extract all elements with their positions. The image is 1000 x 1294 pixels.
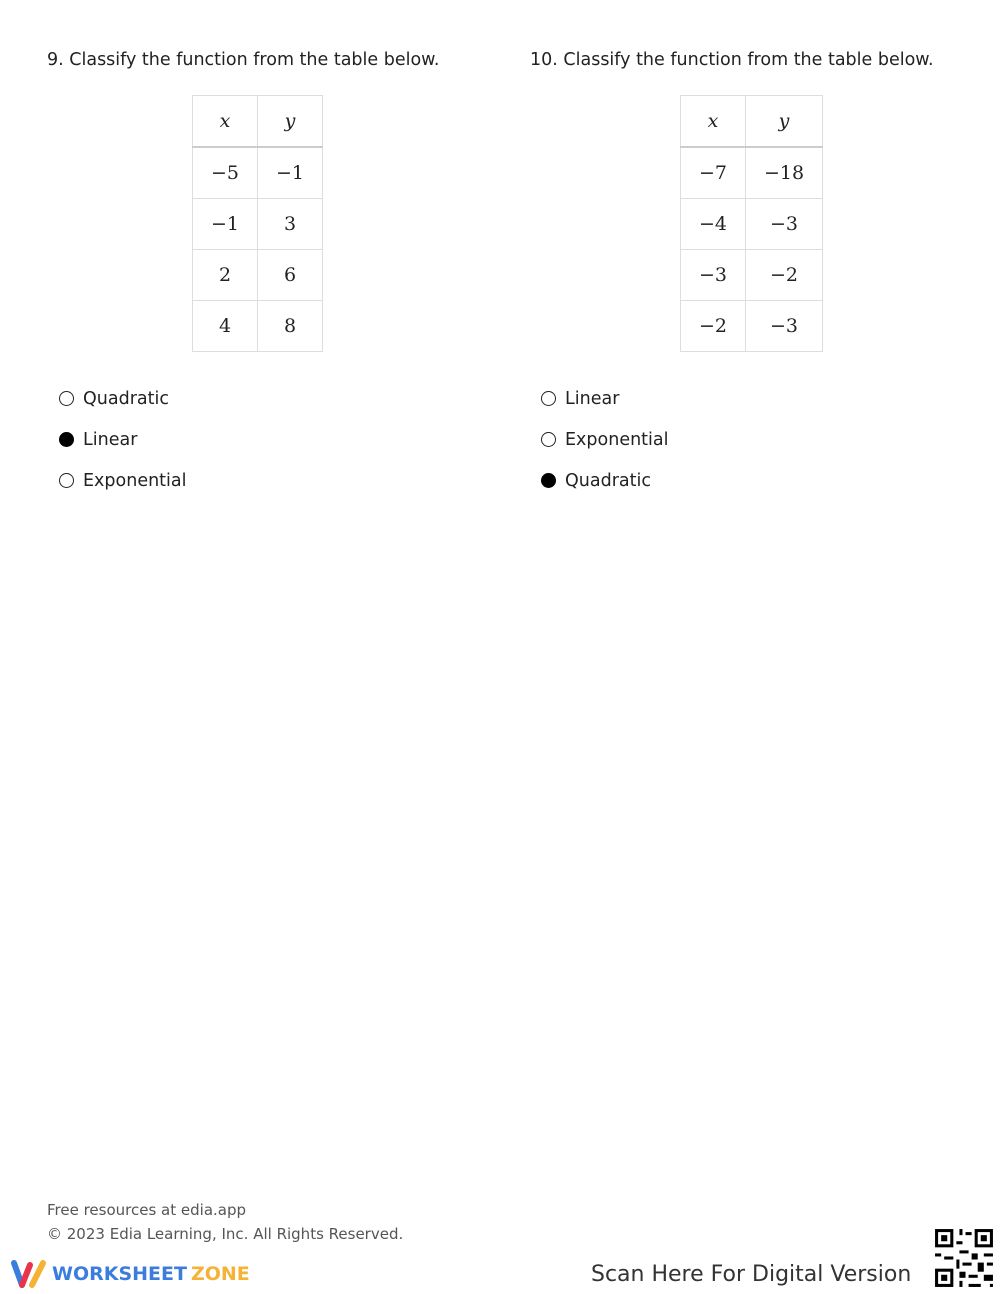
cell: −2 xyxy=(746,250,823,301)
question-10-options xyxy=(541,378,669,501)
radio-button-selected[interactable] xyxy=(59,432,74,447)
header-x: x xyxy=(681,96,746,148)
table-row xyxy=(193,250,323,301)
table-row xyxy=(193,199,323,250)
option-exponential[interactable] xyxy=(59,460,187,501)
radio-button[interactable] xyxy=(541,391,556,406)
table-row xyxy=(681,301,823,352)
radio-button[interactable] xyxy=(541,432,556,447)
header-x: x xyxy=(193,96,258,148)
option-exponential[interactable] xyxy=(541,419,669,460)
logo-zone: ZONE xyxy=(190,1263,250,1285)
table-row xyxy=(681,147,823,199)
option-label: Quadratic xyxy=(83,388,169,409)
cell: −1 xyxy=(258,147,323,199)
header-y: y xyxy=(746,96,823,148)
option-label: Exponential xyxy=(83,470,187,491)
cell: −2 xyxy=(681,301,746,352)
question-9-prompt: 9. Classify the function from the table below. xyxy=(47,50,440,70)
table-row xyxy=(681,250,823,301)
cell: −7 xyxy=(681,147,746,199)
copyright-text: © 2023 Edia Learning, Inc. All Rights Reserved. xyxy=(47,1225,404,1243)
qr-code-icon[interactable] xyxy=(932,1226,996,1290)
cell: −3 xyxy=(746,301,823,352)
logo-w-icon xyxy=(10,1259,48,1289)
cell: −18 xyxy=(746,147,823,199)
cell: −1 xyxy=(193,199,258,250)
question-10-table xyxy=(680,95,823,352)
cell: −3 xyxy=(746,199,823,250)
cell: 3 xyxy=(258,199,323,250)
option-quadratic[interactable] xyxy=(59,378,187,419)
radio-button-selected[interactable] xyxy=(541,473,556,488)
option-label: Linear xyxy=(565,388,620,409)
option-linear[interactable] xyxy=(59,419,187,460)
radio-button[interactable] xyxy=(59,391,74,406)
cell: −4 xyxy=(681,199,746,250)
option-label: Quadratic xyxy=(565,470,651,491)
scan-text: Scan Here For Digital Version xyxy=(591,1262,912,1287)
cell: 8 xyxy=(258,301,323,352)
question-9-options xyxy=(59,378,187,501)
cell: −3 xyxy=(681,250,746,301)
cell: 6 xyxy=(258,250,323,301)
option-label: Exponential xyxy=(565,429,669,450)
cell: 4 xyxy=(193,301,258,352)
table-row xyxy=(193,301,323,352)
option-label: Linear xyxy=(83,429,138,450)
option-quadratic[interactable] xyxy=(541,460,669,501)
cell: −5 xyxy=(193,147,258,199)
table-row xyxy=(193,147,323,199)
question-9-table xyxy=(192,95,323,352)
radio-button[interactable] xyxy=(59,473,74,488)
logo-worksheet: WORKSHEET xyxy=(52,1263,187,1285)
option-linear[interactable] xyxy=(541,378,669,419)
question-10-prompt: 10. Classify the function from the table below. xyxy=(530,50,934,70)
resources-text: Free resources at edia.app xyxy=(47,1201,247,1219)
header-y: y xyxy=(258,96,323,148)
worksheet-zone-logo xyxy=(10,1259,250,1289)
cell: 2 xyxy=(193,250,258,301)
table-row xyxy=(681,199,823,250)
